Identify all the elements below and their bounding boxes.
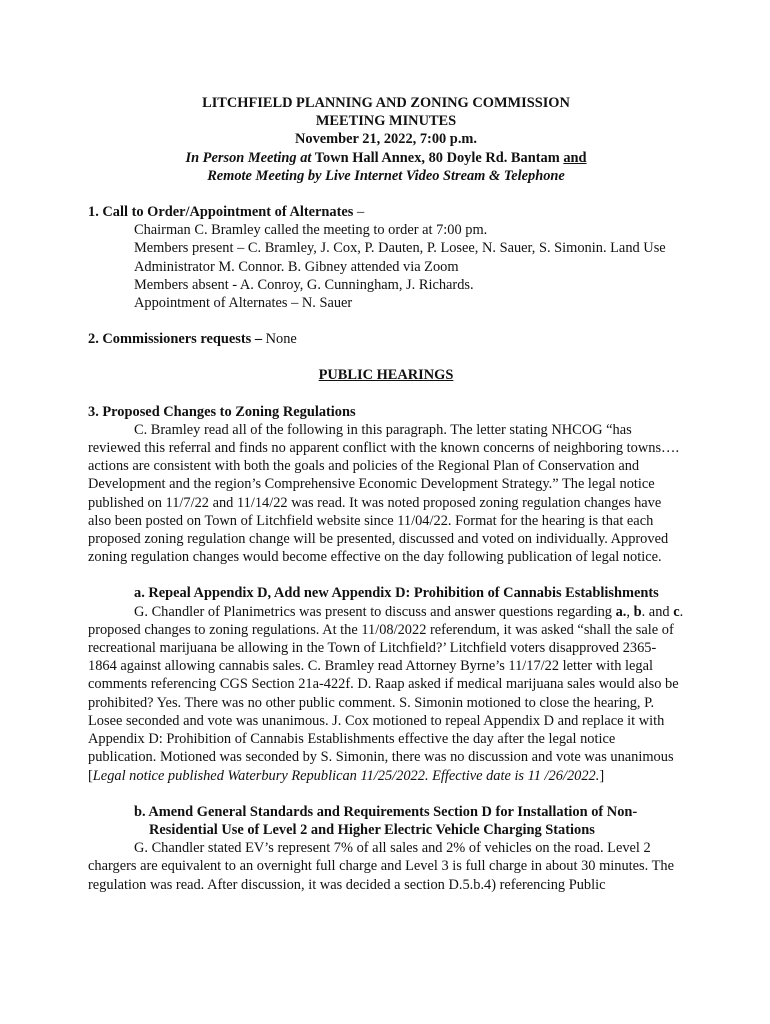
- item-sep-2: . and: [641, 603, 674, 620]
- section-2-title: 2. Commissioners requests –: [88, 331, 263, 348]
- section-3a-heading: a. Repeal Appendix D, Add new Appendix D: Prohibition of Cannabis Establishments: [134, 585, 659, 602]
- section-3-body: C. Bramley read all of the following in this paragraph. The letter stating NHCOG “has reviewed this referral and finds no apparent conflict with the known concerns of neighboring towns…. actions are consistent with both the goals and policies of the Regional Plan of Conservation and Development and the region’s Comprehensive Economic Development Strategy.” The legal notice published on 11/7/22 and 11/14/22 was read. It was noted proposed zoning regulation changes have also been posted on Town of Litchfield website since 11/04/22. Format for the hearing is that each proposed zoning regulation change will be presented, discussed and voted on individually. Approved zoning regulation changes would become effective on the day following publication of legal notice.: [88, 421, 680, 566]
- minutes-content: [88, 94, 684, 894]
- section-3a-text-2: . proposed changes to zoning regulations. At the 11/08/2022 referendum, it was asked “shall the sale of recreational marijuana be allowing in the Town of Litchfield?’ Litchfield voters disapproved 2365-1864 against allowing cannabis sales. C. Bramley read Attorney Byrne’s 11/17/22 letter with legal comments referencing CGS Section 21a-422f. D. Raap asked if medical marijuana sales would also be prohibited? Yes. There was no other public comment. S. Simonin motioned to close the hearing, P. Losee seconded and vote was unanimous. J. Cox motioned to repeal Appendix D and replace it with Appendix D: Prohibition of Cannabis Establishments effective the day after the legal notice publication. Motioned was seconded by S. Simonin, there was no discussion and vote was unanimous [: [88, 603, 684, 784]
- call-to-order-line: Chairman C. Bramley called the meeting to order at 7:00 pm.: [134, 222, 488, 239]
- title-line-1: LITCHFIELD PLANNING AND ZONING COMMISSION: [202, 95, 570, 111]
- item-b-ref: b: [633, 603, 642, 620]
- section-1-dash: –: [353, 204, 365, 221]
- item-c-ref: c: [673, 603, 680, 620]
- item-sep-1: ,: [626, 603, 634, 620]
- public-hearings-heading: PUBLIC HEARINGS: [318, 367, 454, 384]
- item-a-ref: a.: [615, 603, 627, 620]
- section-3a-text-1: G. Chandler of Planimetrics was present to discuss and answer questions regarding: [134, 603, 616, 620]
- section-1-title: 1. Call to Order/Appointment of Alternates: [88, 204, 354, 221]
- section-3b-heading: b. Amend General Standards and Requirements Section D for Installation of Non-Residential Use of Level 2 and Higher Electric Vehicle Charging Stations: [134, 803, 638, 838]
- section-3-heading: 3. Proposed Changes to Zoning Regulations: [88, 403, 356, 420]
- meeting-date: November 21, 2022, 7:00 p.m.: [295, 131, 477, 148]
- section-3a-body: [88, 603, 684, 785]
- section-1-heading: [88, 203, 684, 221]
- remote-meeting: Remote Meeting by Live Internet Video Stream & Telephone: [207, 167, 565, 184]
- members-absent: Members absent - A. Conroy, G. Cunningham, J. Richards.: [134, 276, 474, 293]
- location-intro: In Person Meeting at: [185, 149, 312, 166]
- title-line-2: MEETING MINUTES: [315, 113, 457, 130]
- meeting-location: [88, 149, 684, 167]
- section-2: [88, 330, 684, 348]
- alternates-appointment: Appointment of Alternates – N. Sauer: [134, 295, 353, 312]
- section-2-value: None: [262, 331, 297, 348]
- members-present: Members present – C. Bramley, J. Cox, P. Dauten, P. Losee, N. Sauer, S. Simonin. Land Use Administrator M. Connor. B. Gibney attended via Zoom: [134, 240, 666, 275]
- legal-notice-note: Legal notice published Waterbury Republican 11/25/2022. Effective date is 11 /26/2022.: [92, 767, 600, 784]
- location-and: and: [563, 149, 587, 166]
- section-3b-body: G. Chandler stated EV’s represent 7% of all sales and 2% of vehicles on the road. Level 2 chargers are equivalent to an overnight full charge and Level 3 is full charge in about 30 minutes. The regulation was read. After discussion, it was decided a section D.5.b.4) referencing Public: [88, 840, 674, 893]
- bracket-close: ]: [599, 767, 605, 784]
- location-address: Town Hall Annex, 80 Doyle Rd. Bantam: [311, 149, 564, 166]
